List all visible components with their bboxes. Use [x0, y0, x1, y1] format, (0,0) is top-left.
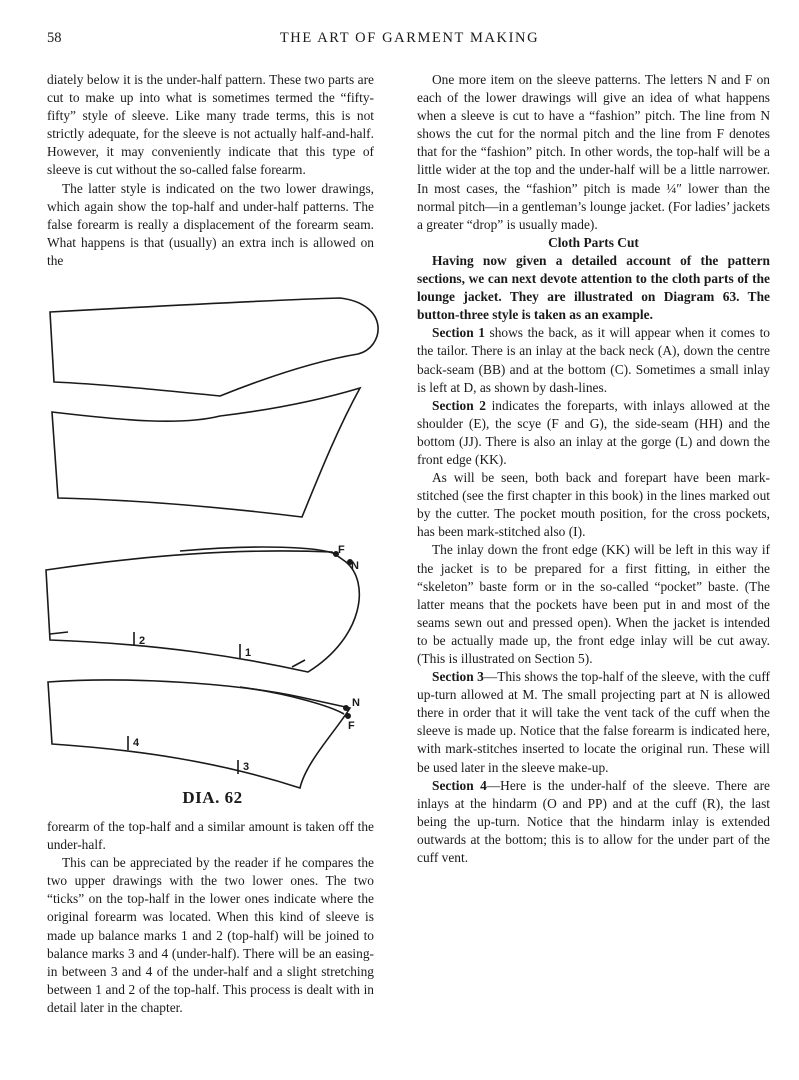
- page-header: [0, 30, 799, 52]
- paragraph: The inlay down the front edge (KK) will be left in this way if the jacket is to be prepared for a first fitting, in either the “skeleton” baste form or in the so-called “pocket” baste. (The latter means that the pockets have been put in and most of the seams sewn out and pressed open). When the jacket is intended to be actually made up, the front edge inlay will be cut away. (This is illustrated on Section 5).: [417, 542, 770, 666]
- left-column-bottom: [47, 818, 374, 1017]
- page-number: 58: [47, 30, 62, 46]
- sleeve-pattern-diagram: [40, 292, 385, 792]
- section-text: shows the back, as it will appear when it comes to the tailor. There is an inlay at the back neck (A), down the centre back-seam (BB) and at the bottom (C). Sometimes a small inlay is left at D, as shown by dash-lines.: [417, 325, 770, 395]
- bold-intro-paragraph: Having now given a detailed account of the pattern sections, we can next devote attention to the cloth parts of the lounge jacket. They are illustrated on Diagram 63. The button-three style is taken as an example.: [417, 252, 770, 323]
- label-n-lower: N: [352, 697, 360, 709]
- section-label: Section 1: [432, 325, 485, 341]
- pattern-top-half-upper: [50, 298, 378, 396]
- paragraph: As will be seen, both back and forepart have been mark-stitched (see the first chapter in this book) in the lines marked out by the cutter. The pocket mouth position, for the cross pockets, has been mark-stitched also (I).: [417, 470, 770, 540]
- left-column-top: [47, 71, 374, 270]
- section-text: indicates the foreparts, with inlays allowed at the shoulder (E), the scye (F and G), the side-seam (HH) and the bottom (JJ). There is also an inlay at the gorge (L) and down the front edge (KK).: [417, 397, 770, 467]
- paragraph: The latter style is indicated on the two lower drawings, which again show the top-half and under-half patterns. The false forearm is really a displacement of the forearm seam. What happens is that (usually) an extra inch is allowed on the: [47, 180, 374, 268]
- label-f-lower: F: [348, 720, 355, 732]
- section-text: —Here is the under-half of the sleeve. There are inlays at the hindarm (O and PP) and at the cuff (R), the last being the up-turn. Notice that the hindarm inlay is extended outwards at the bottom; this is to allow for the under part of the cuff vent.: [417, 777, 770, 866]
- section-paragraph: [417, 324, 770, 396]
- paragraph: One more item on the sleeve patterns. The letters N and F on each of the lower drawings will give an idea of what happens when a sleeve is cut to have a “fashion” pitch. The line from N shows the cut for the normal pitch and the line from F denotes that for the “fashion” pitch. In other words, the top-half will be a little wider at the top and the under-half will be a little narrower. In most cases, the “fashion” pitch is made ¼″ lower than the normal pitch—in a gentleman’s lounge jacket. (For ladies’ jackets a greater “drop” is usually made).: [417, 72, 770, 232]
- pattern-top-half-lower: [46, 551, 359, 672]
- paragraph: forearm of the top-half and a similar amount is taken off the under-half.: [47, 819, 374, 853]
- label-mark-1: 1: [245, 647, 252, 659]
- section-text: —This shows the top-half of the sleeve, with the cuff up-turn allowed at M. The small projecting part at N is allowed there in order that it will take the vent tack of the cuff when the sleeve is made up. Notice that the false forearm is indicated here, with mark-stitches inserted to locate the original run. These will be used later in the sleeve make-up.: [417, 669, 770, 775]
- right-column: [417, 71, 770, 867]
- paragraph: diately below it is the under-half pattern. These two parts are cut to make up into what is sometimes termed the “fifty-fifty” style of sleeve. Like many trade terms, this is not strictly adequate, for the sleeve is not actually half-and-half. However, it may conveniently indicate that this type of sleeve is cut without the so-called false forearm.: [47, 72, 374, 178]
- section-label: Section 3: [432, 669, 484, 685]
- pattern-under-half-lower: [48, 680, 350, 788]
- section-label: Section 2: [432, 397, 486, 413]
- section-paragraph: [417, 397, 770, 469]
- section-subheading: Cloth Parts Cut: [548, 234, 639, 250]
- paragraph: This can be appreciated by the reader if he compares the two upper drawings with the two lower ones. The two “ticks” on the top-half in the lower ones indicate where the original forearm was located. When this kind of sleeve is made up balance marks 1 and 2 (top-half) will be joined to balance marks 3 and 4 (under-half). There will be an easing-in between 3 and 4 of the under-half and a slight stretching between 1 and 2 of the top-half. This process is dealt with in detail later in the chapter.: [47, 855, 374, 1015]
- label-mark-2: 2: [139, 635, 146, 647]
- diagram-caption: DIA. 62: [182, 788, 243, 807]
- section-label: Section 4: [432, 777, 487, 793]
- running-title: THE ART OF GARMENT MAKING: [279, 30, 540, 46]
- section-paragraph: [417, 777, 770, 867]
- label-mark-4: 4: [133, 737, 140, 749]
- fashion-pitch-line-lower: [240, 687, 344, 714]
- pattern-under-half-upper: [52, 388, 360, 517]
- section-paragraph: [417, 668, 770, 777]
- label-mark-3: 3: [243, 761, 250, 773]
- label-n-upper: N: [351, 560, 359, 572]
- label-f-upper: F: [338, 544, 345, 556]
